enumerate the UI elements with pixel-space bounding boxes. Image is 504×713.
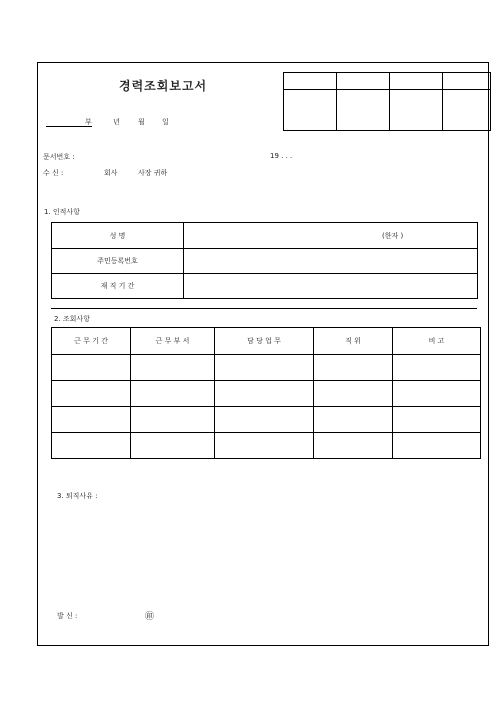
dept-label: 부 xyxy=(85,118,92,126)
personal-info-value xyxy=(184,274,478,299)
inquiry-table xyxy=(51,327,481,459)
table-cell xyxy=(215,433,314,459)
table-cell xyxy=(314,355,393,381)
table-cell xyxy=(314,381,393,407)
table-row xyxy=(52,223,478,249)
column-header: 직 위 xyxy=(314,328,393,355)
recipient-label: 수 신 : xyxy=(43,169,64,177)
table-cell xyxy=(131,407,215,433)
table-cell xyxy=(393,381,481,407)
column-header: 근 무 기 간 xyxy=(52,328,131,355)
personal-info-label: 재 직 기 간 xyxy=(52,274,184,299)
table-cell xyxy=(393,355,481,381)
approval-header-cell xyxy=(443,73,491,90)
doc-number-label: 문서번호 : xyxy=(43,153,75,161)
table-cell xyxy=(215,407,314,433)
table-cell xyxy=(393,433,481,459)
table-cell xyxy=(215,355,314,381)
table-row xyxy=(52,433,481,459)
column-header: 근 무 부 서 xyxy=(131,328,215,355)
table-cell xyxy=(52,381,131,407)
personal-info-value xyxy=(184,249,478,274)
section3-heading: 3. 퇴직사유 : xyxy=(57,492,98,500)
table-header-row xyxy=(52,328,481,355)
table-cell xyxy=(52,355,131,381)
approval-header-cell xyxy=(390,73,443,90)
approval-sign-cell xyxy=(443,90,491,131)
table-row xyxy=(52,274,478,299)
table-cell xyxy=(131,433,215,459)
approval-sign-cell xyxy=(337,90,390,131)
table-cell xyxy=(393,407,481,433)
year-label: 년 xyxy=(113,118,120,126)
document-title: 경력조회보고서 xyxy=(119,79,208,93)
doc-date: 19 . . . xyxy=(270,152,293,160)
table-cell xyxy=(314,407,393,433)
table-cell xyxy=(131,355,215,381)
recipient-company: 회사 xyxy=(104,169,118,177)
day-label: 일 xyxy=(162,118,169,126)
table-cell xyxy=(131,381,215,407)
personal-info-table xyxy=(51,222,478,299)
table-cell xyxy=(314,433,393,459)
table-cell xyxy=(215,381,314,407)
approval-sign-cell xyxy=(390,90,443,131)
table-row xyxy=(52,381,481,407)
approval-header-cell xyxy=(284,73,337,90)
sender-label: 발 신 : xyxy=(57,612,78,620)
section-divider xyxy=(51,308,477,309)
table-cell xyxy=(52,407,131,433)
approval-header-cell xyxy=(337,73,390,90)
personal-info-label: 주민등록번호 xyxy=(52,249,184,274)
table-cell xyxy=(52,433,131,459)
approval-box xyxy=(283,72,491,131)
column-header: 담 당 업 무 xyxy=(215,328,314,355)
month-label: 월 xyxy=(138,118,145,126)
table-row xyxy=(52,407,481,433)
hanja-note: (한자 ) xyxy=(184,223,478,249)
recipient-addressee: 사장 귀하 xyxy=(138,169,168,177)
approval-sign-cell xyxy=(284,90,337,131)
table-row xyxy=(52,249,478,274)
column-header: 비 고 xyxy=(393,328,481,355)
section2-heading: 2. 조회사항 xyxy=(54,315,90,323)
table-row xyxy=(52,355,481,381)
seal-mark: ㊞ xyxy=(145,612,155,622)
section1-heading: 1. 인적사항 xyxy=(44,208,80,216)
personal-info-label: 성 명 xyxy=(52,223,184,249)
